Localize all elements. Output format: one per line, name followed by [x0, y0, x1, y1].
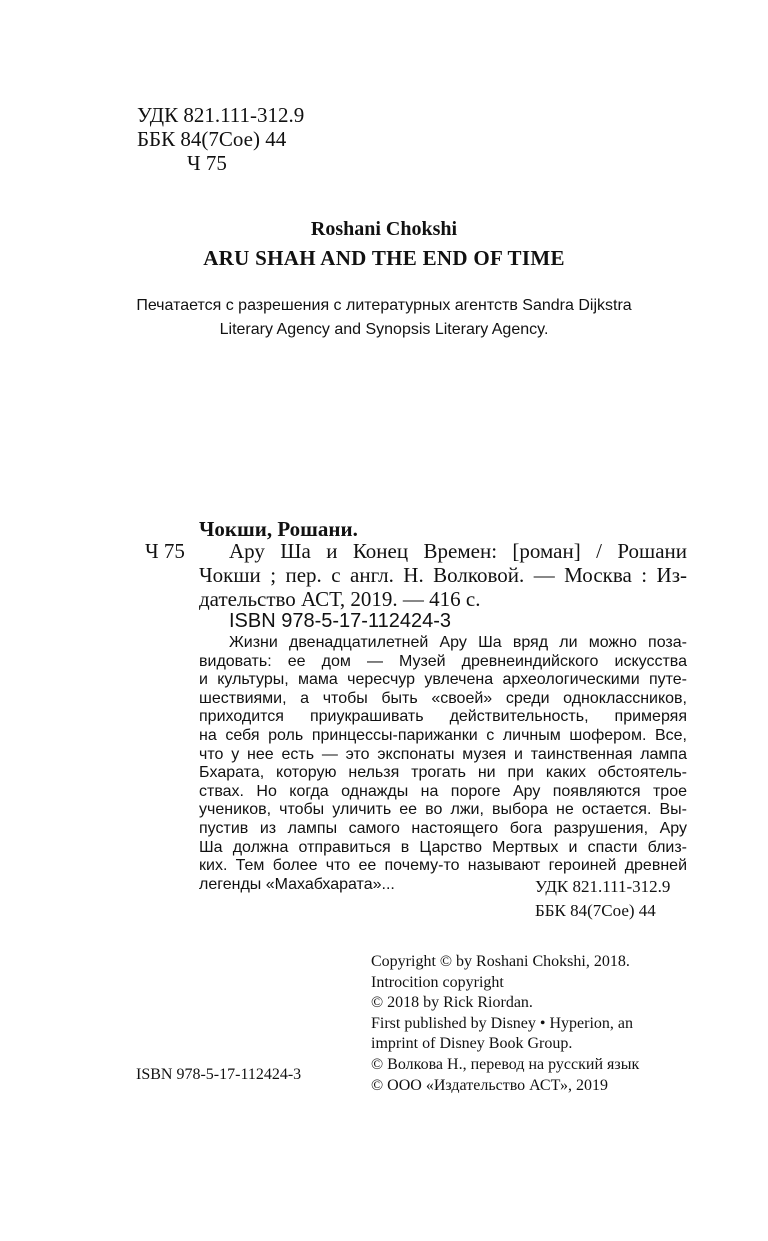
annotation-line: учеников, чтобы уличить ее во лжи, выбора не остается. Вы-	[199, 801, 687, 819]
annotation-line: на себя роль принцессы-парижанки с личным шофером. Все,	[199, 726, 687, 744]
bibliographic-heading: Чокши, Рошани.	[199, 517, 358, 541]
annotation-line: Жизни двенадцатилетней Ару Ша вряд ли можно поза-	[229, 634, 687, 651]
annotation-line: приходится приукрашивать действительность, примеряя	[199, 708, 687, 726]
bibliographic-line: Ару Ша и Конец Времен: [роман] / Рошани	[229, 539, 687, 563]
isbn: ISBN 978-5-17-112424-3	[229, 610, 451, 632]
bibliographic-line: дательство АСТ, 2019. — 416 с.	[199, 587, 481, 611]
annotation-line: Бхарата, которую нельзя трогать ни при каких обстоятель-	[199, 764, 687, 782]
copyright-line: © 2018 by Rick Riordan.	[371, 994, 533, 1012]
original-title: ARU SHAH AND THE END OF TIME	[203, 246, 565, 270]
bibliographic-author-mark: Ч 75	[145, 539, 185, 563]
bibliographic-description	[199, 539, 687, 611]
annotation-line: что у нее есть — это экспонаты музея и таинственная лампа	[199, 745, 687, 763]
annotation-line: и культуры, мама чересчур увлечена археологическими путе-	[199, 671, 687, 689]
original-author: Roshani Chokshi	[310, 218, 458, 240]
udk-code: УДК 821.111-312.9	[137, 103, 305, 127]
permission-line: Печатается с разрешения с литературных агентств Sandra Dijkstra	[136, 297, 632, 314]
copyright-line: © Волкова Н., перевод на русский язык	[371, 1055, 640, 1073]
annotation	[199, 634, 687, 894]
copyright-line: imprint of Disney Book Group.	[371, 1035, 573, 1053]
copyright-block	[371, 952, 639, 1096]
bibliographic-line: Чокши ; пер. с англ. Н. Волковой. — Москва : Из-	[199, 563, 687, 587]
annotation-line: видовать: ее дом — Музей древнеиндийского искусства	[199, 652, 687, 670]
udk-code: УДК 821.111-312.9	[535, 877, 671, 896]
annotation-line: пустив из лампы самого настоящего бога разрушения, Ару	[199, 819, 687, 837]
classification-codes-repeat	[535, 875, 670, 923]
annotation-line: шествиями, а чтобы быть «своей» среди одноклассников,	[199, 689, 687, 707]
classification-codes	[137, 103, 304, 175]
permission-line: Literary Agency and Synopsis Literary Agency.	[219, 321, 549, 338]
copyright-line: Introcition copyright	[371, 973, 504, 991]
author-mark: Ч 75	[187, 151, 227, 175]
annotation-line: легенды «Махабхарата»...	[199, 875, 395, 893]
copyright-line: First published by Disney • Hyperion, an	[371, 1014, 634, 1032]
copyright-line: © ООО «Издательство АСТ», 2019	[371, 1076, 608, 1094]
annotation-line: ких. Тем более что ее почему-то называют героиней древней	[199, 857, 687, 875]
permission-notice	[0, 294, 768, 342]
copyright-line: Copyright © by Roshani Chokshi, 2018.	[371, 953, 630, 970]
annotation-line: ствах. Но когда однажды на пороге Ару появляются трое	[199, 782, 687, 800]
isbn-bottom: ISBN 978-5-17-112424-3	[136, 1066, 302, 1083]
bbk-code: ББК 84(7Сое) 44	[137, 127, 287, 151]
annotation-line: Ша должна отправиться в Царство Мертвых и спасти близ-	[199, 838, 687, 856]
bbk-code: ББК 84(7Сое) 44	[535, 901, 656, 920]
